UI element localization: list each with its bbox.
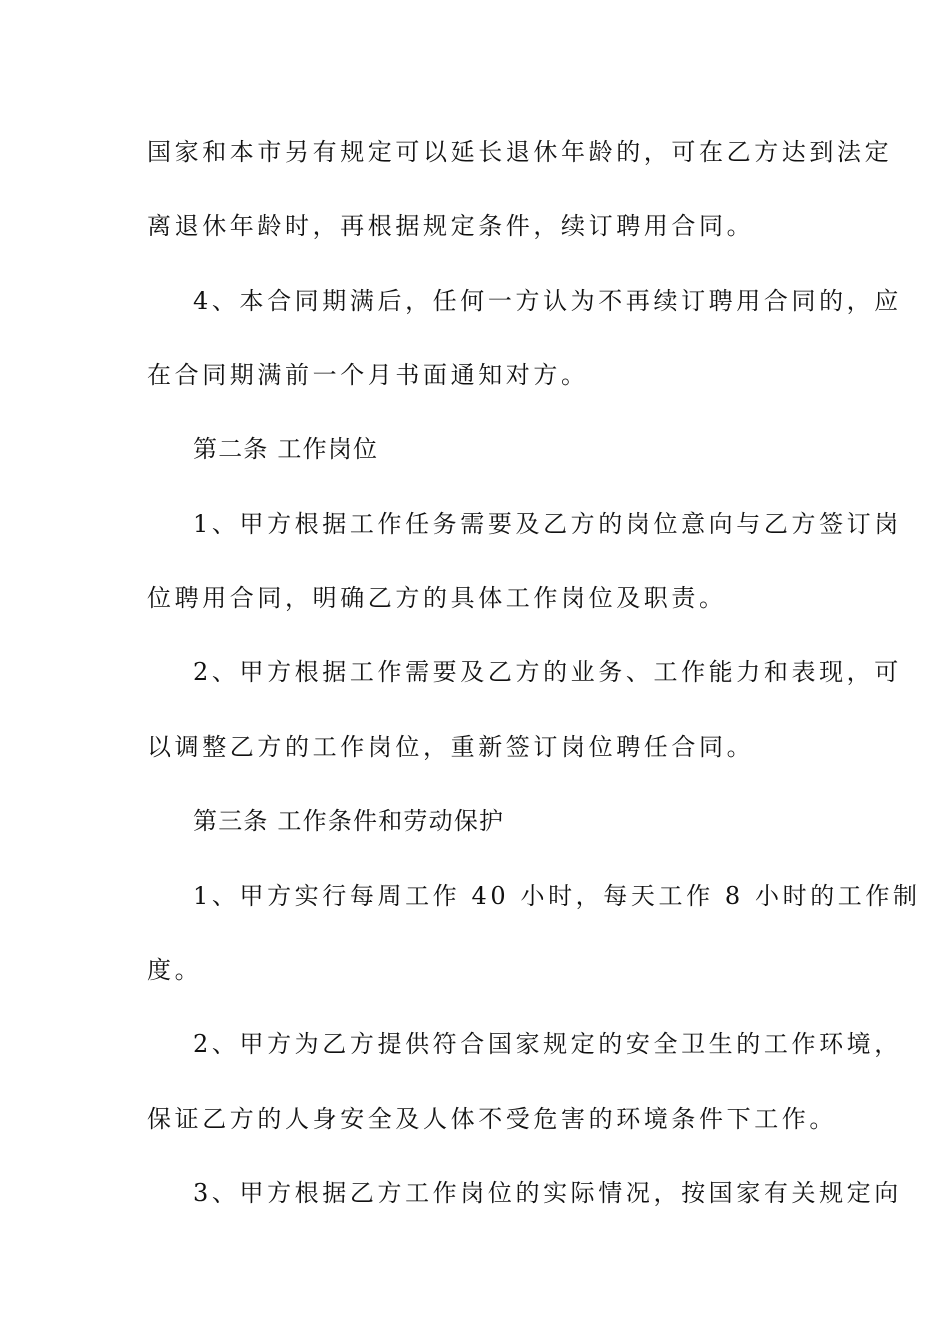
section-heading-2: 第二条 工作岗位	[193, 435, 379, 463]
text-line-12: 度。	[147, 956, 203, 984]
text-line-8: 2、甲方根据工作需要及乙方的业务、工作能力和表现，可	[193, 658, 902, 686]
text-line-7: 位聘用合同，明确乙方的具体工作岗位及职责。	[147, 584, 727, 612]
text-line-13: 2、甲方为乙方提供符合国家规定的安全卫生的工作环境，	[193, 1030, 902, 1058]
text-line-15: 3、甲方根据乙方工作岗位的实际情况，按国家有关规定向	[193, 1179, 902, 1207]
text-line-9: 以调整乙方的工作岗位，重新签订岗位聘任合同。	[147, 733, 755, 761]
text-line-3: 4、本合同期满后，任何一方认为不再续订聘用合同的，应	[193, 287, 902, 315]
text-line-1: 国家和本市另有规定可以延长退休年龄的，可在乙方达到法定	[147, 138, 893, 166]
text-line-4: 在合同期满前一个月书面通知对方。	[147, 361, 589, 389]
text-line-11: 1、甲方实行每周工作 40 小时，每天工作 8 小时的工作制	[193, 882, 921, 910]
text-line-2: 离退休年龄时，再根据规定条件，续订聘用合同。	[147, 212, 755, 240]
text-line-14: 保证乙方的人身安全及人体不受危害的环境条件下工作。	[147, 1105, 837, 1133]
text-line-6: 1、甲方根据工作任务需要及乙方的岗位意向与乙方签订岗	[193, 510, 902, 538]
section-heading-3: 第三条 工作条件和劳动保护	[193, 807, 505, 835]
